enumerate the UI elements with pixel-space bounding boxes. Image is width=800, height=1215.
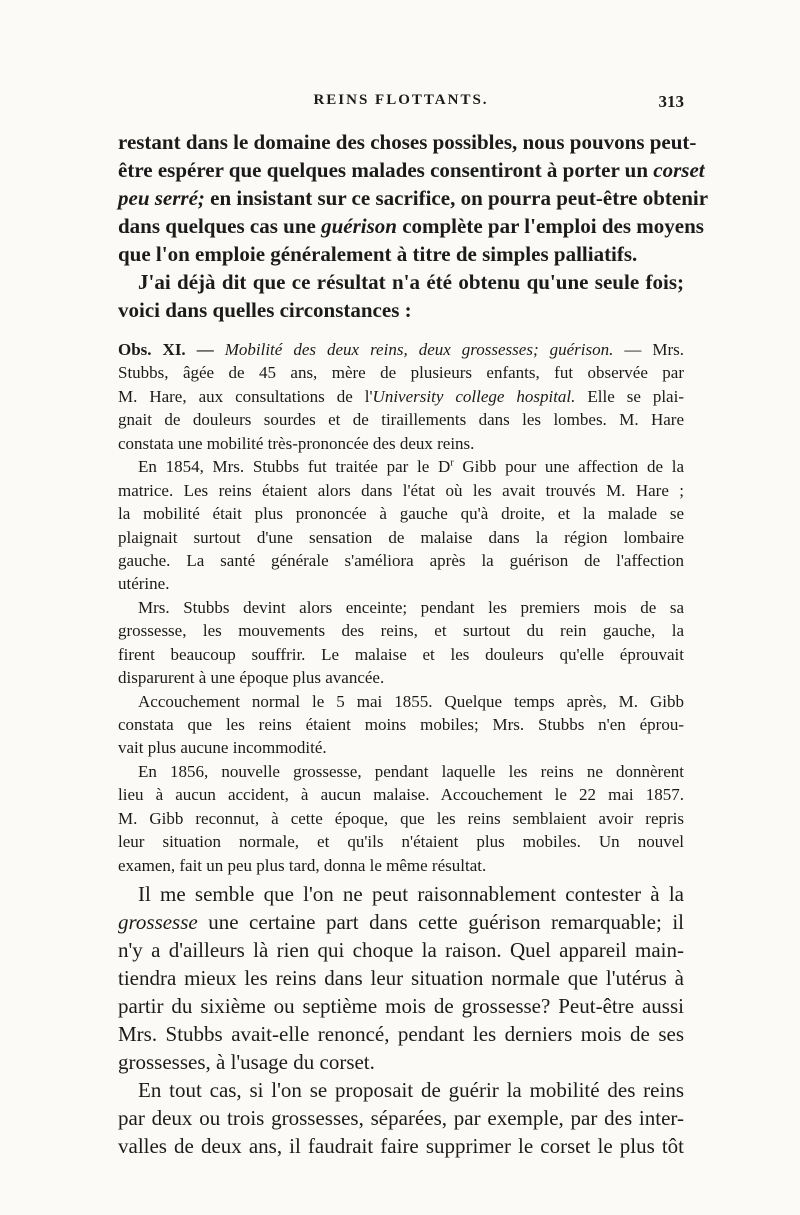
running-title: REINS FLOTTANTS.	[313, 92, 489, 108]
text-line: Stubbs, âgée de 45 ans, mère de plusieurs enfants, fut observée par	[118, 363, 684, 383]
text-line: lieu à aucun accident, à aucun malaise. Accouchement le 22 mai 1857.	[118, 785, 684, 805]
text-line: En 1854, Mrs. Stubbs fut traitée par le $D^r$ Gibb pour une affection de la	[138, 457, 684, 477]
observation-heading: Obs. XI. —	[118, 340, 214, 359]
text-line: la mobilité était plus prononcée à gauche qu'à droite, et la malade se	[118, 504, 684, 524]
text-line: En 1856, nouvelle grossesse, pendant laquelle les reins ne donnèrent	[138, 761, 684, 781]
text-line: disparurent à une époque plus avancée.	[118, 668, 385, 688]
text-line: firent beaucoup souffrir. Le malaise et les douleurs qu'elle éprouvait	[118, 644, 684, 664]
intro-paragraph	[118, 128, 709, 324]
text-line: par deux ou trois grossesses, séparées, par exemple, par des inter-	[118, 1106, 684, 1130]
text-line: partir du sixième ou septième mois de grossesse? Peut-être aussi	[118, 994, 684, 1018]
text-line: valles de deux ans, il faudrait faire supprimer le corset le plus tôt	[118, 1134, 684, 1158]
text-line: examen, fait un peu plus tard, donna le même résultat.	[118, 855, 487, 875]
text-line: n'y a d'ailleurs là rien qui choque la raison. Quel appareil main-	[118, 938, 684, 962]
page-header	[118, 92, 684, 122]
text-line: utérine.	[118, 574, 170, 594]
text-line: voici dans quelles circonstances :	[118, 298, 412, 322]
text-line: constata que les reins étaient moins mobiles; Mrs. Stubbs n'en éprou-	[118, 715, 684, 734]
text-line: vait plus aucune incommodité.	[118, 738, 327, 758]
text-line: grossesse, les mouvements des reins, et surtout du rein gauche, la	[118, 621, 684, 641]
text-line: être espérer que quelques malades consentiront à porter un corset	[118, 158, 705, 182]
text-line: restant dans le domaine des choses possibles, nous pouvons peut-	[118, 130, 697, 154]
text-line: tiendra mieux les reins dans leur situation normale que l'utérus à	[118, 966, 684, 990]
text-line: Accouchement normal le 5 mai 1855. Quelque temps après, M. Gibb	[138, 691, 684, 711]
text-line: dans quelques cas une guérison complète par l'emploi des moyens	[118, 214, 704, 238]
text-line: gauche. La santé générale s'améliora après la guérison de l'affection	[118, 550, 684, 570]
conclusion-paragraph	[118, 880, 684, 1160]
observation-block	[118, 338, 684, 877]
text-line: matrice. Les reins étaient alors dans l'état où les avait trouvés M. Hare ;	[118, 480, 684, 500]
text-line: constata une mobilité très-prononcée des deux reins.	[118, 433, 475, 453]
text-line: Mrs. Stubbs devint alors enceinte; pendant les premiers mois de sa	[138, 597, 684, 617]
text-line: leur situation normale, et qu'ils n'étaient plus mobiles. Un nouvel	[118, 832, 684, 852]
observation-title: Mobilité des deux reins, deux grossesses; guérison.	[224, 340, 614, 359]
text-line: Il me semble que l'on ne peut raisonnablement contester à la	[138, 882, 684, 906]
text-line: peu serré; en insistant sur ce sacrifice, on pourra peut-être obtenir	[118, 186, 709, 210]
text-line: gnait de douleurs sourdes et de tiraillements dans les lombes. M. Hare	[118, 410, 684, 430]
page-number: 313	[658, 92, 684, 111]
text-line: J'ai déjà dit que ce résultat n'a été obtenu qu'une seule fois;	[138, 270, 684, 294]
text-line: En tout cas, si l'on se proposait de guérir la mobilité des reins	[138, 1078, 684, 1102]
text-line: grossesse une certaine part dans cette guérison remarquable; il	[118, 910, 684, 934]
text-line: Obs. XI. — Mobilité des deux reins, deux grossesses; guérison. — Mrs.	[118, 340, 685, 359]
text-line: M. Gibb reconnut, à cette époque, que les reins semblaient avoir repris	[118, 808, 684, 828]
text-line: Mrs. Stubbs avait-elle renoncé, pendant les derniers mois de ses	[118, 1022, 684, 1046]
text-line: plaignait surtout d'une sensation de malaise dans la région lombaire	[118, 527, 684, 547]
text-line: que l'on emploie généralement à titre de simples palliatifs.	[118, 242, 638, 266]
text-line: M. Hare, aux consultations de l'University college hospital. Elle se plai-	[118, 386, 684, 406]
text-line: grossesses, à l'usage du corset.	[118, 1050, 375, 1074]
